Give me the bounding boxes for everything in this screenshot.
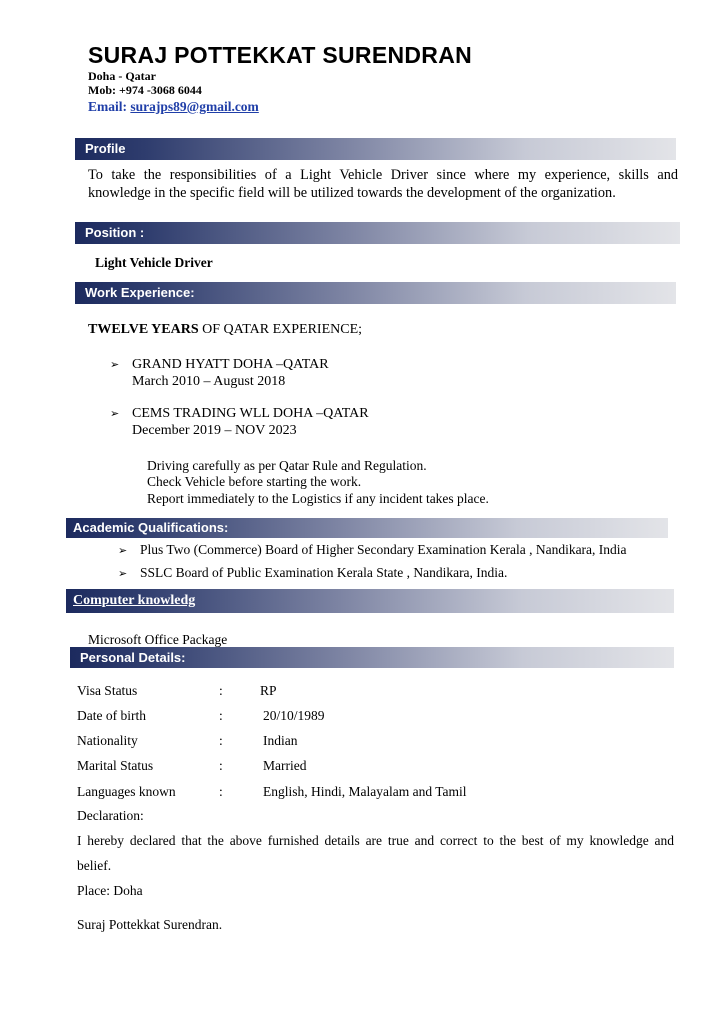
section-position-heading: Position :: [75, 222, 680, 244]
profile-line-2: knowledge in the specific field will be utilized towards the development of the organization.: [88, 185, 616, 201]
personal-row-dob: [0, 707, 724, 724]
personal-label: Visa Status: [77, 683, 138, 698]
section-personal-heading: Personal Details:: [70, 647, 674, 668]
arrow-bullet-icon: ➢: [118, 567, 128, 580]
personal-label: Date of birth: [77, 708, 146, 723]
computer-skill: Microsoft Office Package: [88, 632, 228, 647]
email-line: [88, 99, 259, 115]
work-summary: [88, 321, 362, 338]
section-academic-heading: Academic Qualifications:: [66, 518, 668, 538]
personal-label: Marital Status: [77, 758, 154, 773]
arrow-bullet-icon: ➢: [110, 407, 120, 420]
duty-item: Driving carefully as per Qatar Rule and Regulation.: [147, 458, 427, 473]
academic-item: [118, 564, 507, 582]
personal-label: Languages known: [77, 784, 176, 799]
arrow-bullet-icon: ➢: [110, 358, 120, 371]
declaration-place: Place: Doha: [77, 883, 143, 898]
academic-text: Plus Two (Commerce) Board of Higher Secondary Examination Kerala , Nandikara, India: [140, 542, 627, 557]
personal-value: RP: [260, 683, 277, 698]
personal-row-nationality: [0, 732, 724, 749]
position-value: Light Vehicle Driver: [95, 255, 213, 270]
personal-value: 20/10/1989: [263, 708, 325, 723]
mobile-number: Mob: +974 -3068 6044: [88, 83, 202, 97]
personal-row-visa: [0, 682, 724, 699]
job-period: December 2019 – NOV 2023: [132, 423, 297, 438]
duty-item: Check Vehicle before starting the work.: [147, 474, 362, 489]
email-label: Email:: [88, 99, 127, 114]
personal-row-languages: [0, 783, 724, 800]
personal-row-marital: [0, 757, 724, 774]
personal-colon: :: [219, 708, 223, 723]
personal-colon: :: [219, 733, 223, 748]
declaration-line-2: belief.: [77, 858, 112, 873]
duty-item: Report immediately to the Logistics if any incident takes place.: [147, 491, 489, 506]
profile-line-1: To take the responsibilities of a Light Vehicle Driver since where my experience, skills and: [88, 167, 678, 183]
signature-name: Suraj Pottekkat Surendran.: [77, 917, 223, 932]
personal-value: English, Hindi, Malayalam and Tamil: [263, 784, 467, 799]
job-employer: GRAND HYATT DOHA –QATAR: [132, 357, 329, 372]
job-item: [110, 405, 369, 422]
section-profile-heading: Profile: [75, 138, 676, 160]
job-period: March 2010 – August 2018: [132, 374, 286, 389]
academic-item: [118, 541, 627, 559]
personal-label: Nationality: [77, 733, 138, 748]
work-summary-bold: TWELVE YEARS: [88, 322, 199, 337]
arrow-bullet-icon: ➢: [118, 544, 128, 557]
location: Doha - Qatar: [88, 69, 156, 83]
email-link[interactable]: surajps89@gmail.com: [130, 99, 259, 114]
personal-value: Indian: [263, 733, 298, 748]
job-employer: CEMS TRADING WLL DOHA –QATAR: [132, 406, 369, 421]
section-work-heading: Work Experience:: [75, 282, 676, 304]
job-item: [110, 356, 329, 373]
personal-colon: :: [219, 758, 223, 773]
work-summary-rest: OF QATAR EXPERIENCE;: [198, 322, 363, 337]
personal-colon: :: [219, 784, 223, 799]
declaration-heading: Declaration:: [77, 808, 144, 823]
candidate-name: SURAJ POTTEKKAT SURENDRAN: [88, 42, 473, 68]
declaration-line-1: I hereby declared that the above furnished details are true and correct to the best of my knowledge and: [77, 833, 674, 848]
profile-text: [88, 166, 678, 202]
section-computer-heading: Computer knowledg: [66, 589, 674, 613]
personal-value: Married: [263, 758, 307, 773]
academic-text: SSLC Board of Public Examination Kerala State , Nandikara, India.: [140, 565, 508, 580]
personal-colon: :: [219, 683, 223, 698]
